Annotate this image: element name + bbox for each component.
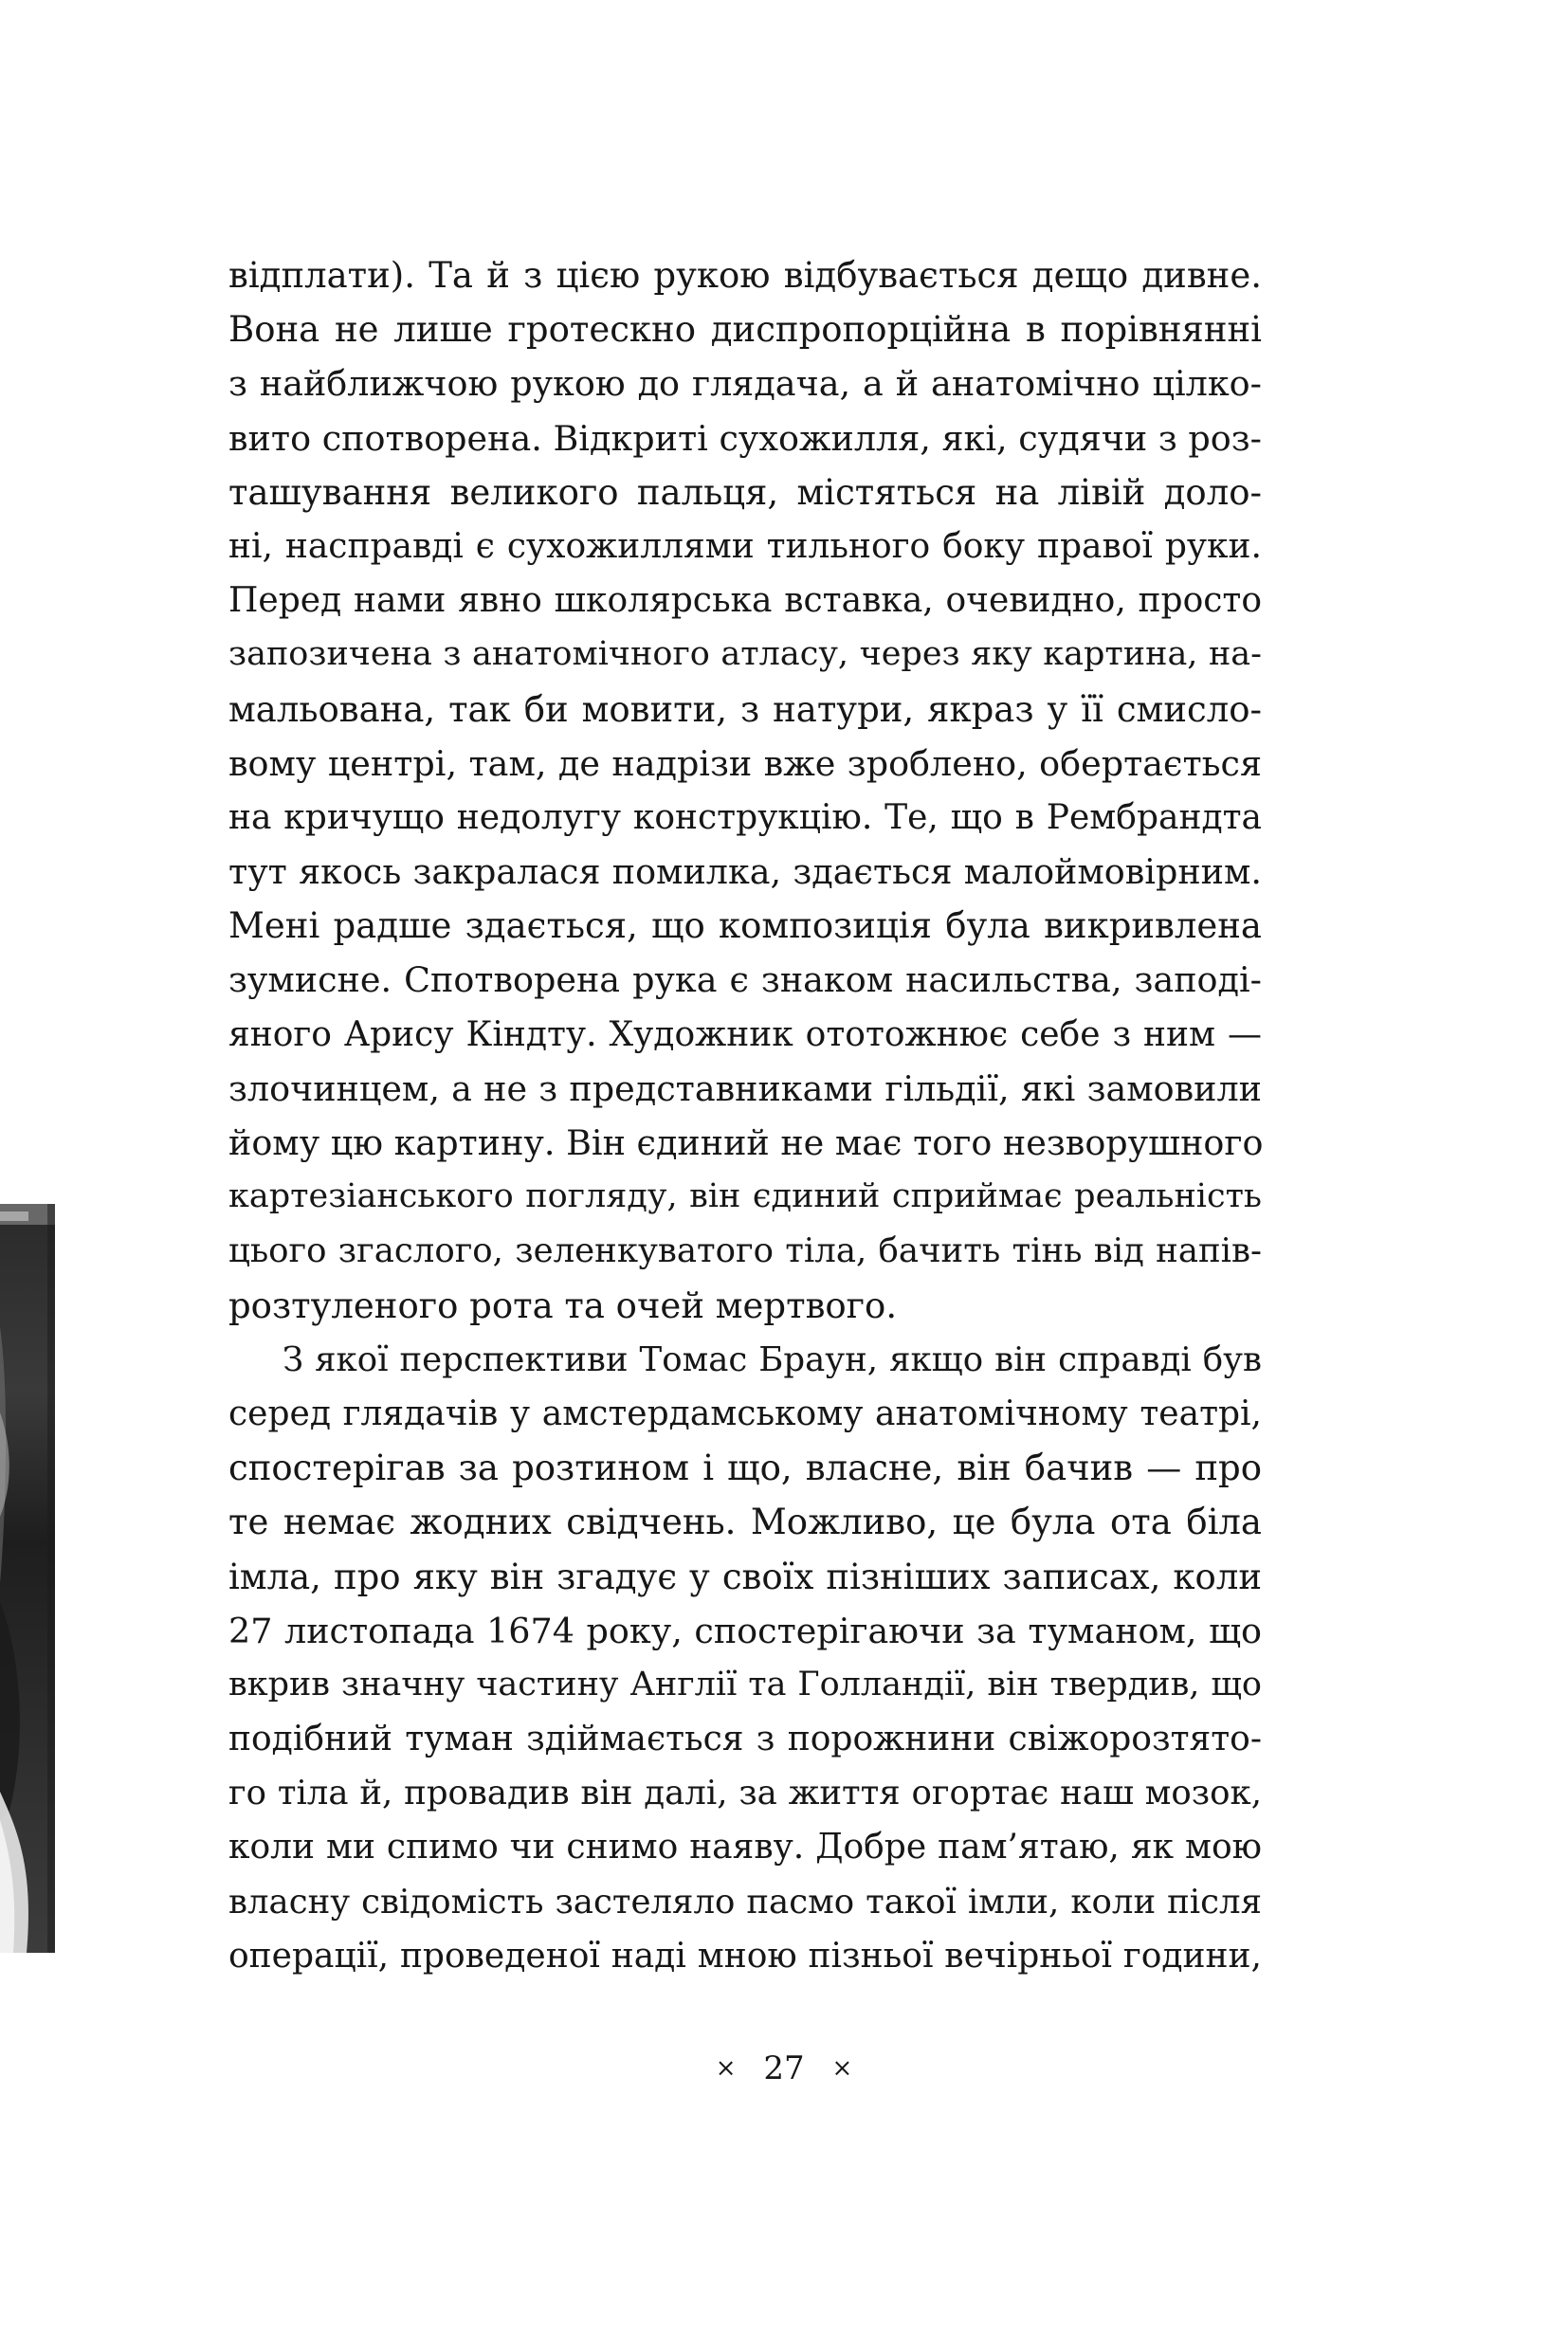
text-line: подібний туман здіймається з порожнини свіжорозтято- (228, 1720, 1262, 1759)
text-line: відплати). Та й з цією рукою відбувається дещо дивне. (228, 255, 1262, 296)
text-line: Вона не лише гротескно диспропорційна в порівнянні (228, 309, 1262, 351)
text-line: тут якось закралася помилка, здається малоймовірним. (228, 851, 1262, 893)
text-line: ні, насправді є сухожиллями тильного боку правої руки. (228, 526, 1262, 566)
text-line: те немає жодних свідчень. Можливо, це була ота біла (228, 1502, 1262, 1543)
text-line: йому цю картину. Він єдиний не має того незворушного (228, 1122, 1264, 1163)
text-line: Перед нами явно школярська вставка, очевидно, просто (228, 581, 1262, 621)
text-line: власну свідомість застеляло пасмо такої імли, коли після (228, 1882, 1262, 1922)
text-line: вому центрі, там, де надрізи вже зроблено, обертається (228, 742, 1262, 784)
page-number-value: 27 (763, 2049, 805, 2087)
text-line: спостерігав за розтином і що, власне, він бачив — про (228, 1448, 1262, 1489)
text-line: коли ми спимо чи снимо наяву. Добре пам’ятаю, як мою (228, 1828, 1262, 1867)
text-line: імла, про яку він згадує у своїх пізніших записах, коли (228, 1556, 1262, 1597)
text-line: вито спотворена. Відкриті сухожилля, які, судячи з роз- (228, 417, 1262, 459)
photo-fragment (0, 1204, 55, 1953)
text-line: серед глядачів у амстердамському анатомічному театрі, (228, 1394, 1262, 1433)
text-line: ташування великого пальця, містяться на лівій доло- (228, 471, 1262, 513)
text-line: зумисне. Спотворена рука є знаком насильства, заподі- (228, 959, 1262, 1001)
body-text (228, 248, 1262, 1983)
text-line: го тіла й, провадив він далі, за життя огортає наш мозок, (228, 1774, 1262, 1813)
text-line: на кричущо недолугу конструкцію. Те, що в Рембрандта (228, 797, 1262, 837)
text-line: яного Арису Кіндту. Художник ототожнює себе з ним — (228, 1014, 1262, 1054)
text-line: картезіанського погляду, він єдиний сприймає реальність (228, 1177, 1262, 1216)
folio-ornament-right: × (831, 2054, 853, 2083)
paragraph-end-line: розтуленого рота та очей мертвого. (228, 1284, 898, 1326)
text-line: злочинцем, а не з представниками гільдії, які замовили (228, 1067, 1262, 1109)
text-line: операції, проведеної наді мною пізньої вечірньої години, (228, 1936, 1262, 1976)
folio-ornament-left: × (715, 2054, 737, 2083)
text-line: мальована, так би мовити, з натури, якраз у її смисло- (228, 688, 1262, 730)
text-line: з найближчою рукою до глядача, а й анатомічно цілко- (228, 363, 1262, 405)
text-line: запозичена з анатомічного атласу, через яку картина, на- (228, 635, 1262, 674)
text-line: 27 листопада 1674 року, спостерігаючи за туманом, що (228, 1610, 1262, 1651)
page-number (0, 2049, 1568, 2087)
text-line: цього згаслого, зеленкуватого тіла, бачить тінь від напів- (228, 1231, 1262, 1271)
text-line: Мені радше здається, що композиція була викривлена (228, 905, 1262, 947)
paragraph-start-line: З якої перспективи Томас Браун, якщо він справді був (283, 1339, 1262, 1379)
text-line: вкрив значну частину Англії та Голландії, він твердив, що (228, 1665, 1262, 1703)
